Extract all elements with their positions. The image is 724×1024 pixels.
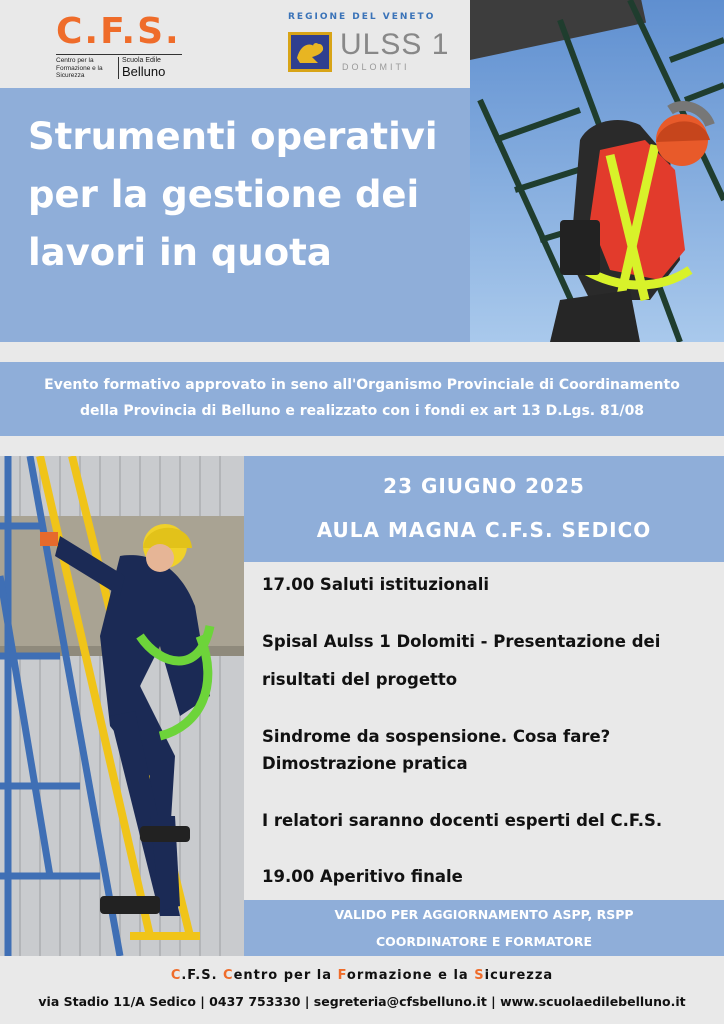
footer bbox=[0, 958, 724, 1024]
validity-line-2: COORDINATORE E FORMATORE bbox=[375, 934, 593, 949]
agenda-item: 19.00 Aperitivo finale bbox=[262, 867, 463, 886]
agenda-item: risultati del progetto bbox=[262, 670, 458, 689]
agenda-item: Spisal Aulss 1 Dolomiti - Presentazione dei bbox=[262, 632, 661, 651]
approval-line-2: della Provincia di Belluno e realizzato con i fondi ex art 13 D.Lgs. 81/08 bbox=[79, 403, 645, 419]
cfs-logo-city: Belluno bbox=[122, 64, 166, 79]
ulss-name: ULSS 1 bbox=[340, 28, 450, 61]
cfs-logo-divider bbox=[118, 57, 119, 79]
event-date: 23 GIUGNO 2025 bbox=[383, 474, 585, 498]
validity-panel bbox=[244, 900, 724, 956]
ulss-area: DOLOMITI bbox=[342, 62, 410, 72]
footer-org-initial: F bbox=[337, 968, 347, 983]
photo-worker-ladder bbox=[0, 456, 244, 956]
cfs-logo-acronym: C.F.S. bbox=[56, 11, 181, 52]
agenda-item: Sindrome da sospensione. Cosa fare? bbox=[262, 727, 611, 746]
agenda-item: Dimostrazione pratica bbox=[262, 754, 468, 773]
region-veneto-label: REGIONE DEL VENETO bbox=[288, 12, 436, 22]
event-info-panel bbox=[244, 456, 724, 562]
cfs-logo bbox=[56, 11, 186, 79]
footer-org-initial: C bbox=[223, 968, 234, 983]
agenda-item: 17.00 Saluti istituzionali bbox=[262, 575, 490, 594]
footer-org-initial: C bbox=[170, 968, 182, 983]
footer-org-text: icurezza bbox=[484, 968, 554, 983]
lion-of-saint-mark-icon bbox=[288, 32, 332, 72]
approval-band bbox=[0, 362, 724, 436]
footer-contacts: via Stadio 11/A Sedico | 0437 753330 | segreteria@cfsbelluno.it | www.scuolaedilebelluno.it bbox=[38, 994, 686, 1009]
ulss-logo bbox=[286, 12, 450, 76]
validity-line-1: VALIDO PER AGGIORNAMENTO ASPP, RSPP bbox=[334, 907, 634, 922]
photo-worker-scaffolding bbox=[470, 0, 724, 342]
footer-org-text: entro per la bbox=[233, 968, 338, 983]
cfs-logo-rule bbox=[56, 54, 182, 55]
footer-organization bbox=[0, 968, 724, 983]
title-panel bbox=[0, 88, 470, 342]
event-location: AULA MAGNA C.F.S. SEDICO bbox=[316, 518, 652, 542]
footer-org-text: .F.S. bbox=[181, 968, 224, 983]
agenda-item: I relatori saranno docenti esperti del C.F.S. bbox=[262, 811, 663, 830]
cfs-logo-fullname: Centro per la Formazione e la Sicurezza bbox=[56, 57, 103, 79]
cfs-logo-school: Scuola Edile bbox=[122, 57, 161, 64]
footer-org-initial: S bbox=[474, 968, 485, 983]
page-title: Strumenti operativi per la gestione dei lavori in quota bbox=[28, 115, 438, 274]
approval-line-1: Evento formativo approvato in seno all'Organismo Provinciale di Coordinamento bbox=[44, 377, 680, 393]
footer-org-text: ormazione e la bbox=[346, 968, 475, 983]
